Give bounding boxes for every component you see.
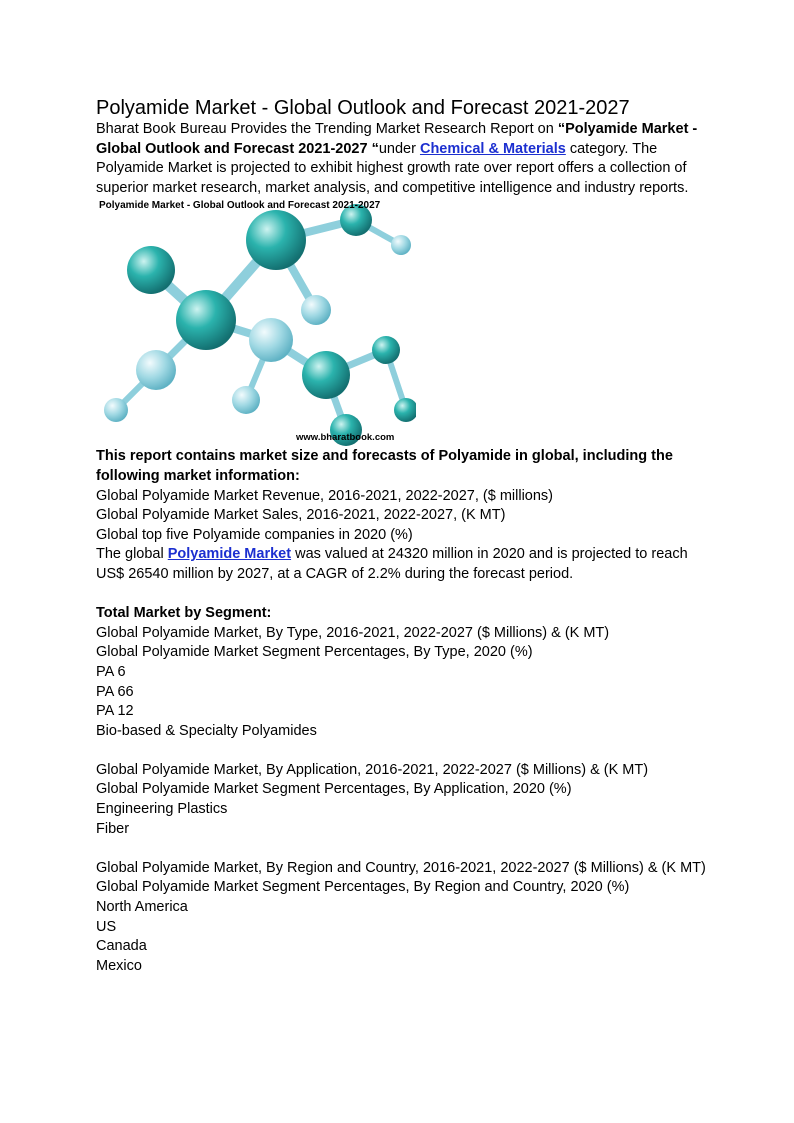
spacer [96,741,706,761]
region-line: Global Polyamide Market, By Region and Country, 2016-2021, 2022-2027 ($ Millions) & (K MT) [96,859,706,876]
molecule-illustration [96,200,416,446]
segment-heading: Total Market by Segment: [96,605,272,622]
application-line: Global Polyamide Market Segment Percentages, By Application, 2020 (%) [96,781,572,798]
intro-open-quote: “ [557,121,566,137]
contains-heading: This report contains market size and forecasts of Polyamide in global, including the following market information: [96,448,673,484]
type-line: Global Polyamide Market, By Type, 2016-2021, 2022-2027 ($ Millions) & (K MT) [96,624,610,641]
global-text-post: was valued at 24320 million in 2020 and is projected to reach US$ 26540 million by 2027, at a CAGR of 2.2% during the forecast period. [96,546,688,582]
type-line: PA 12 [96,703,134,720]
type-line: Bio-based & Specialty Polyamides [96,722,317,739]
molecule-image [96,200,416,446]
intro-paragraph [96,120,706,198]
global-text-pre: The global [96,546,168,563]
type-line: PA 66 [96,683,134,700]
intro-text-1: Bharat Book Bureau Provides the Trending Market Research Report on [96,121,558,137]
global-value-paragraph [96,545,706,584]
figure-caption: Polyamide Market - Global Outlook and Forecast 2021-2027 [99,200,381,212]
region-line: Global Polyamide Market Segment Percentages, By Region and Country, 2020 (%) [96,879,630,896]
region-line: US [96,918,117,935]
intro-text-2: under [378,140,420,157]
application-line: Engineering Plastics [96,801,228,818]
type-line: PA 6 [96,663,126,680]
spacer [96,839,706,859]
info-item: Global top five Polyamide companies in 2020 (%) [96,526,413,543]
region-line: North America [96,899,188,916]
region-line: Canada [96,938,147,955]
application-line: Fiber [96,820,130,837]
intro-text-3: category. The Polyamide Market is projected to exhibit highest growth rate over report offers a collection of superior market research, market analysis, and competitive intelligence and industry reports. [96,140,689,196]
type-line: Global Polyamide Market Segment Percentages, By Type, 2020 (%) [96,644,533,661]
page-title: Polyamide Market - Global Outlook and Forecast 2021-2027 [96,97,630,119]
figure-url: www.bharatbook.com [296,432,395,444]
intro-report-title: Polyamide Market - Global Outlook and Forecast 2021-2027 “ [96,121,698,157]
info-item: Global Polyamide Market Revenue, 2016-2021, 2022-2027, ($ millions) [96,487,554,504]
info-item: Global Polyamide Market Sales, 2016-2021, 2022-2027, (K MT) [96,507,506,524]
polyamide-market-link[interactable]: Polyamide Market [167,546,292,563]
application-line: Global Polyamide Market, By Application, 2016-2021, 2022-2027 ($ Millions) & (K MT) [96,761,649,778]
region-line: Mexico [96,957,142,974]
spacer [96,585,706,605]
document-page [96,96,706,976]
chemical-materials-link[interactable]: Chemical & Materials [419,140,566,157]
molecule-atoms [104,204,416,446]
